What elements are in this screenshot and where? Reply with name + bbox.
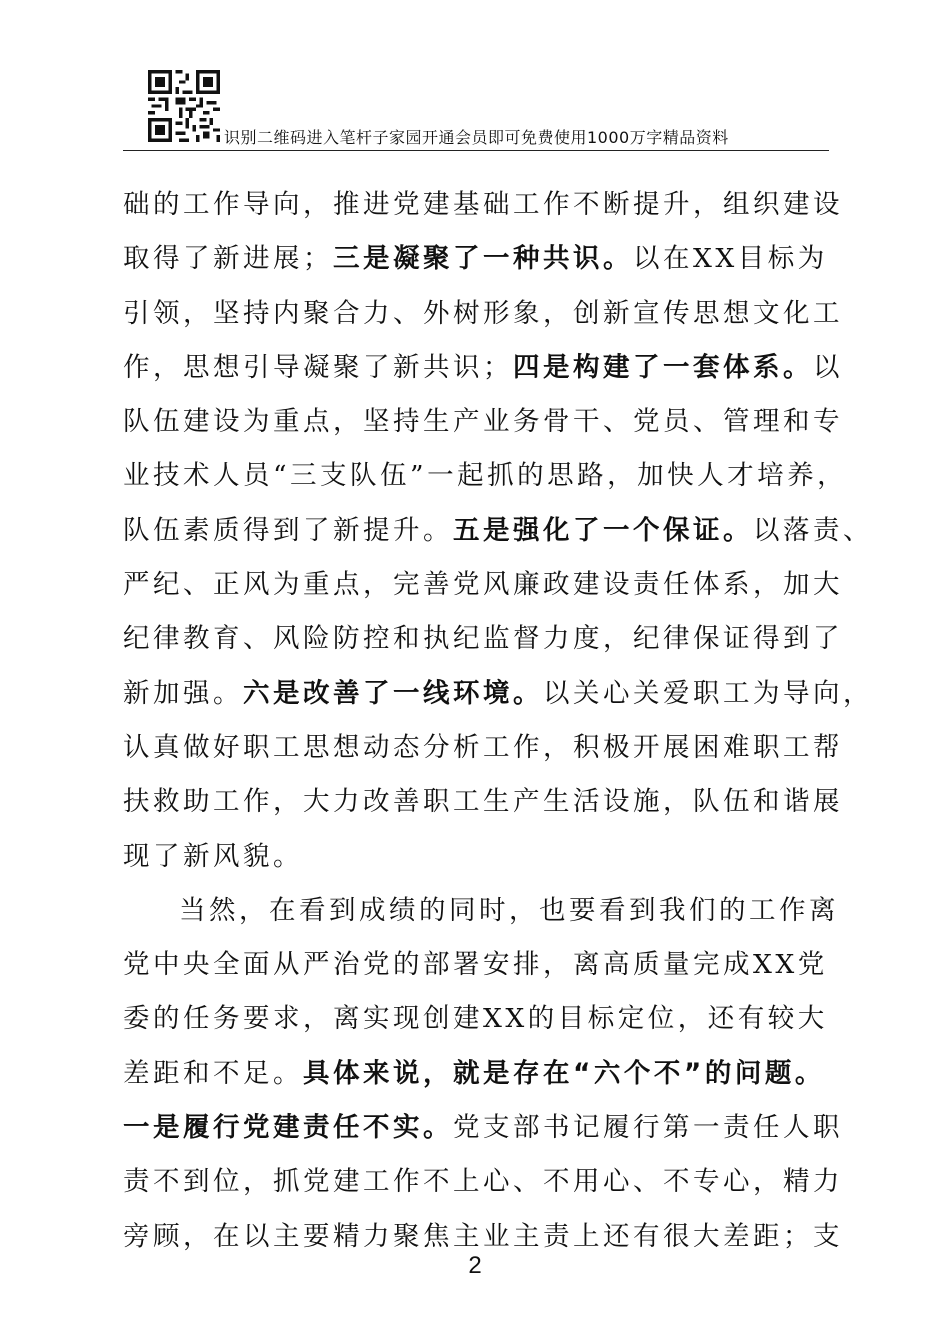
text-segment: 引领，坚持内聚合力、外树形象，创新宣传思想文化工 (123, 297, 843, 329)
text-line (123, 1155, 843, 1209)
bold-heading: 六是改善了一线环境。 (243, 677, 543, 709)
text-line (123, 287, 843, 341)
text-segment: 础的工作导向，推进党建基础工作不断提升，组织建设 (123, 189, 843, 220)
text-segment: 作，思想引导凝聚了新共识； (123, 351, 513, 383)
text-segment: 纪律教育、风险防控和执纪监督力度，纪律保证得到了 (123, 623, 843, 655)
text-line (123, 1101, 843, 1155)
text-segment: 以 (813, 351, 843, 383)
bold-heading: 一是履行党建责任不实。 (123, 1112, 453, 1144)
text-line (123, 341, 843, 395)
text-segment: 队伍素质得到了新提升。 (123, 514, 453, 546)
text-segment: 以落责、 (753, 514, 873, 546)
text-segment: 认真做好职工思想动态分析工作，积极开展困难职工帮 (123, 731, 843, 763)
text-line (123, 178, 843, 232)
text-segment: 以关心关爱职工为导向， (543, 677, 873, 709)
page-number: 2 (468, 1252, 482, 1279)
bold-heading: 三是凝聚了一种共识。 (333, 243, 633, 275)
text-line (123, 830, 838, 884)
paragraph-shortcomings (123, 884, 843, 1264)
text-line (123, 395, 843, 449)
bold-heading: 四是构建了一套体系。 (513, 351, 813, 383)
text-segment: 现了新风貌。 (123, 840, 303, 872)
header-notice: 识别二维码进入笔杆子家园开通会员即可免费使用1000万字精品资料 (224, 128, 729, 147)
text-line (123, 449, 848, 503)
document-body (123, 178, 873, 1264)
text-segment: 旁顾，在以主要精力聚焦主业主责上还有很大差距；支 (123, 1220, 843, 1252)
text-line (123, 667, 873, 721)
text-segment: 业技术人员“三支队伍”一起抓的思路，加快人才培养， (123, 460, 848, 492)
header-divider (123, 150, 829, 151)
text-segment: 责不到位，抓党建工作不上心、不用心、不专心，精力 (123, 1166, 843, 1198)
text-segment: 差距和不足。 (123, 1057, 303, 1089)
text-line (123, 612, 843, 666)
text-line (123, 992, 838, 1046)
bold-heading: 具体来说，就是存在“六个不”的问题。 (303, 1057, 825, 1089)
text-segment: 取得了新进展； (123, 243, 333, 275)
text-segment: 党支部书记履行第一责任人职 (453, 1112, 843, 1144)
text-line (123, 884, 838, 938)
text-segment: 委的任务要求，离实现创建XX的目标定位，还有较大 (123, 1003, 828, 1035)
text-line (123, 938, 838, 992)
text-segment: 以在XX目标为 (633, 243, 828, 275)
bold-heading: 五是强化了一个保证。 (453, 514, 753, 546)
text-segment: 队伍建设为重点，坚持生产业务骨干、党员、管理和专 (123, 406, 843, 438)
text-line (123, 721, 843, 775)
text-line (123, 504, 873, 558)
text-line (123, 775, 843, 829)
text-segment: 党中央全面从严治党的部署安排，离高质量完成XX党 (123, 949, 828, 981)
text-segment: 当然，在看到成绩的同时，也要看到我们的工作离 (179, 894, 839, 926)
text-segment: 新加强。 (123, 677, 243, 709)
paragraph-achievements (123, 178, 873, 884)
text-line (123, 1047, 838, 1101)
page-header (123, 66, 829, 152)
qr-code-icon[interactable] (148, 70, 220, 142)
text-line (123, 558, 843, 612)
text-segment: 严纪、正风为重点，完善党风廉政建设责任体系，加大 (123, 569, 843, 601)
text-segment: 扶救助工作，大力改善职工生产生活设施，队伍和谐展 (123, 786, 843, 818)
text-line (123, 232, 838, 286)
